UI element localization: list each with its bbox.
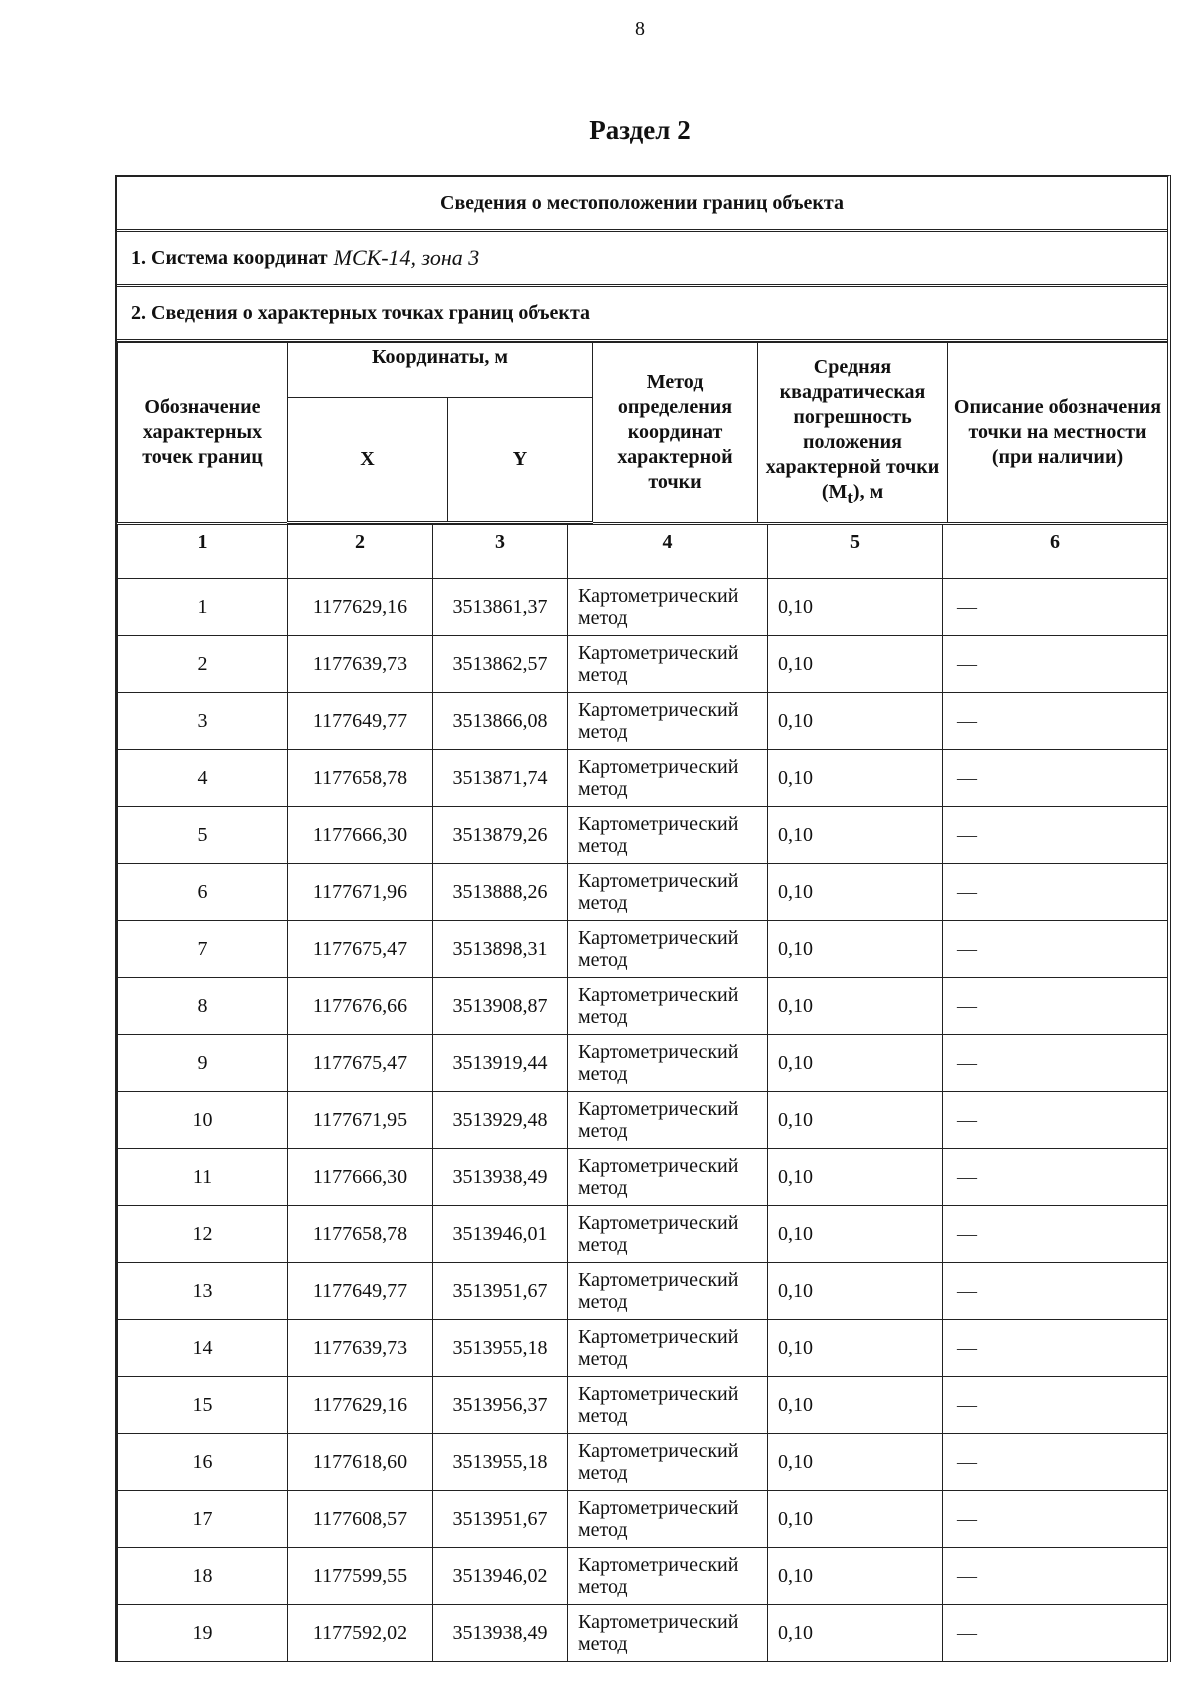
method-value: Картометрический метод [568,807,768,864]
description-value: — [943,1035,1168,1092]
table-row [118,807,1168,864]
y-value: 3513956,37 [433,1377,568,1434]
points-title-bar [117,287,1167,342]
table-row [118,1206,1168,1263]
description-value: — [943,1320,1168,1377]
method-value: Картометрический метод [568,1263,768,1320]
description-value: — [943,1206,1168,1263]
x-value: 1177599,55 [288,1548,433,1605]
col-header-method: Метод определения координат характерной точки [593,343,758,523]
y-value: 3513938,49 [433,1149,568,1206]
x-value: 1177666,30 [288,807,433,864]
error-value: 0,10 [768,1491,943,1548]
method-value: Картометрический метод [568,1491,768,1548]
point-number: 3 [118,693,288,750]
header-bar [117,177,1167,232]
description-value: — [943,807,1168,864]
x-value: 1177658,78 [288,750,433,807]
error-value: 0,10 [768,1377,943,1434]
description-value: — [943,1605,1168,1662]
coord-system-value: МСК-14, зона 3 [333,245,480,270]
table-row [118,1491,1168,1548]
method-value: Картометрический метод [568,636,768,693]
method-value: Картометрический метод [568,1320,768,1377]
description-value: — [943,1491,1168,1548]
x-value: 1177671,96 [288,864,433,921]
description-value: — [943,864,1168,921]
method-value: Картометрический метод [568,864,768,921]
table-row [118,1434,1168,1491]
method-value: Картометрический метод [568,1035,768,1092]
table-row [118,1035,1168,1092]
point-number: 13 [118,1263,288,1320]
table-row [118,636,1168,693]
col-header-description: Описание обозначения точки на местности (при наличии) [948,343,1168,523]
x-value: 1177639,73 [288,1320,433,1377]
points-title: 2. Сведения о характерных точках границ объекта [131,301,591,324]
description-value: — [943,693,1168,750]
col-header-designation: Обозначение характерных точек границ [118,343,288,523]
table-row [118,978,1168,1035]
x-value: 1177666,30 [288,1149,433,1206]
error-value: 0,10 [768,1605,943,1662]
column-number: 6 [943,525,1168,579]
table-row [118,579,1168,636]
description-value: — [943,750,1168,807]
y-value: 3513866,08 [433,693,568,750]
x-value: 1177649,77 [288,693,433,750]
error-value: 0,10 [768,1206,943,1263]
col-header-x: X [288,398,448,523]
method-value: Картометрический метод [568,693,768,750]
col-header-error [758,343,948,523]
method-value: Картометрический метод [568,978,768,1035]
table-row [118,1377,1168,1434]
point-number: 16 [118,1434,288,1491]
col-header-error-tail: ), м [852,481,884,503]
point-number: 8 [118,978,288,1035]
points-rows [118,579,1168,1662]
point-number: 11 [118,1149,288,1206]
col-header-coords: Координаты, м [288,343,593,398]
x-value: 1177629,16 [288,1377,433,1434]
description-value: — [943,1263,1168,1320]
method-value: Картометрический метод [568,579,768,636]
point-number: 15 [118,1377,288,1434]
y-value: 3513946,01 [433,1206,568,1263]
column-number: 4 [568,525,768,579]
y-value: 3513951,67 [433,1263,568,1320]
x-value: 1177675,47 [288,1035,433,1092]
description-value: — [943,1548,1168,1605]
method-value: Картометрический метод [568,1434,768,1491]
boundary-info-frame [115,175,1171,1662]
point-number: 7 [118,921,288,978]
point-number: 1 [118,579,288,636]
header-bar-text: Сведения о местоположении границ объекта [440,191,844,214]
method-value: Картометрический метод [568,1092,768,1149]
point-number: 14 [118,1320,288,1377]
x-value: 1177592,02 [288,1605,433,1662]
description-value: — [943,921,1168,978]
table-row [118,921,1168,978]
x-value: 1177639,73 [288,636,433,693]
header-table [117,342,1168,524]
col-header-y: Y [448,398,593,523]
description-value: — [943,1434,1168,1491]
x-value: 1177608,57 [288,1491,433,1548]
method-value: Картометрический метод [568,1149,768,1206]
y-value: 3513938,49 [433,1605,568,1662]
coord-system-bar [117,232,1167,287]
y-value: 3513871,74 [433,750,568,807]
table-row [118,750,1168,807]
method-value: Картометрический метод [568,1605,768,1662]
point-number: 9 [118,1035,288,1092]
x-value: 1177675,47 [288,921,433,978]
description-value: — [943,579,1168,636]
y-value: 3513862,57 [433,636,568,693]
page-number: 8 [635,18,645,40]
point-number: 6 [118,864,288,921]
error-value: 0,10 [768,1434,943,1491]
error-value: 0,10 [768,1035,943,1092]
y-value: 3513946,02 [433,1548,568,1605]
table-row [118,864,1168,921]
y-value: 3513908,87 [433,978,568,1035]
x-value: 1177649,77 [288,1263,433,1320]
point-number: 10 [118,1092,288,1149]
error-value: 0,10 [768,921,943,978]
error-value: 0,10 [768,579,943,636]
description-value: — [943,636,1168,693]
error-value: 0,10 [768,693,943,750]
column-number: 3 [433,525,568,579]
x-value: 1177676,66 [288,978,433,1035]
y-value: 3513929,48 [433,1092,568,1149]
table-row [118,1092,1168,1149]
description-value: — [943,1377,1168,1434]
error-value: 0,10 [768,978,943,1035]
error-value: 0,10 [768,807,943,864]
y-value: 3513955,18 [433,1320,568,1377]
column-numbers-row [118,525,1168,579]
y-value: 3513898,31 [433,921,568,978]
method-value: Картометрический метод [568,1206,768,1263]
table-row [118,1605,1168,1662]
y-value: 3513888,26 [433,864,568,921]
error-value: 0,10 [768,1149,943,1206]
y-value: 3513951,67 [433,1491,568,1548]
point-number: 12 [118,1206,288,1263]
error-value: 0,10 [768,636,943,693]
table-row [118,1320,1168,1377]
points-table [117,524,1168,1662]
error-value: 0,10 [768,1263,943,1320]
y-value: 3513955,18 [433,1434,568,1491]
point-number: 4 [118,750,288,807]
error-value: 0,10 [768,1548,943,1605]
point-number: 5 [118,807,288,864]
table-row [118,1149,1168,1206]
coord-system-label: 1. Система координат [131,246,328,269]
col-header-error-main: Средняя квадратическая погрешность положения характерной точки (M [765,356,940,503]
x-value: 1177671,95 [288,1092,433,1149]
error-value: 0,10 [768,750,943,807]
column-number: 5 [768,525,943,579]
col-header-error-sub: t [847,488,853,507]
x-value: 1177629,16 [288,579,433,636]
description-value: — [943,1149,1168,1206]
point-number: 19 [118,1605,288,1662]
error-value: 0,10 [768,1320,943,1377]
method-value: Картометрический метод [568,1548,768,1605]
table-row [118,1548,1168,1605]
method-value: Картометрический метод [568,750,768,807]
point-number: 2 [118,636,288,693]
description-value: — [943,1092,1168,1149]
method-value: Картометрический метод [568,1377,768,1434]
x-value: 1177618,60 [288,1434,433,1491]
y-value: 3513919,44 [433,1035,568,1092]
method-value: Картометрический метод [568,921,768,978]
table-row [118,1263,1168,1320]
description-value: — [943,978,1168,1035]
error-value: 0,10 [768,864,943,921]
column-number: 1 [118,525,288,579]
table-row [118,693,1168,750]
error-value: 0,10 [768,1092,943,1149]
point-number: 17 [118,1491,288,1548]
y-value: 3513879,26 [433,807,568,864]
section-title: Раздел 2 [589,115,691,145]
y-value: 3513861,37 [433,579,568,636]
x-value: 1177658,78 [288,1206,433,1263]
point-number: 18 [118,1548,288,1605]
column-number: 2 [288,525,433,579]
